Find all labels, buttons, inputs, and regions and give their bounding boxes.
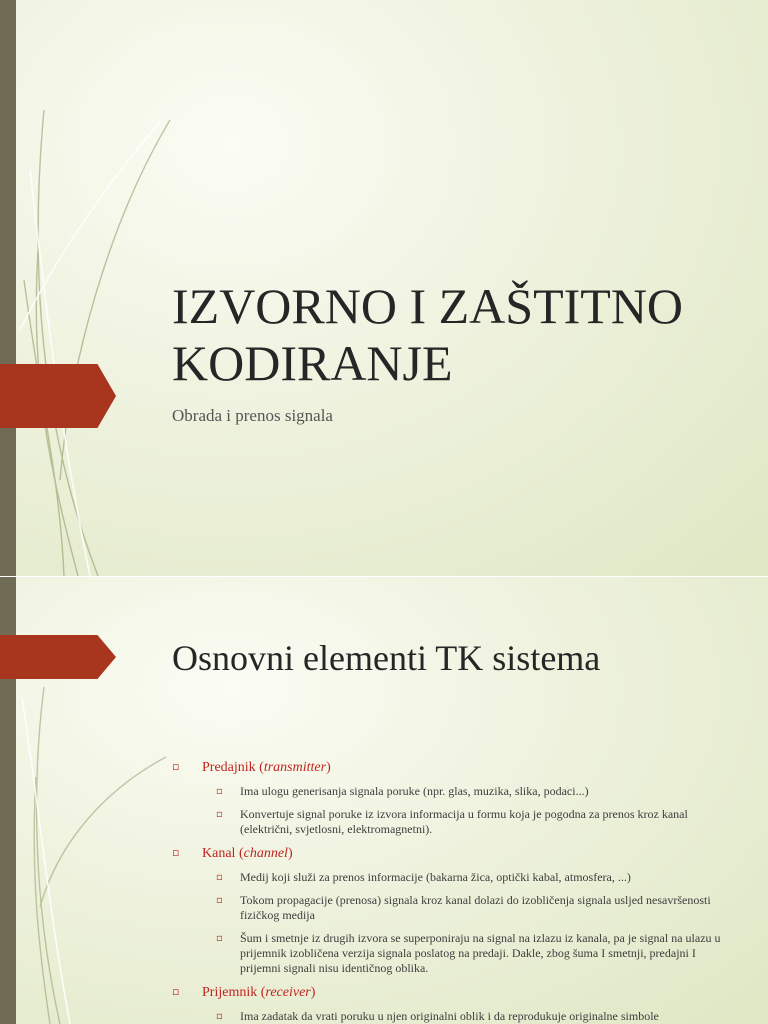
list-item	[172, 931, 732, 976]
square-bullet-icon: ▫	[216, 895, 223, 906]
arrow-tab-icon	[0, 364, 116, 428]
slide-subtitle: Obrada i prenos signala	[172, 406, 333, 425]
section-label: Kanal	[202, 846, 236, 861]
list-item-text: Konvertuje signal poruke iz izvora informacija u formu koja je pogodna za prenos kroz kanal (električni, svjetlosni, elektromagnetni).	[240, 807, 688, 836]
section-term: transmitter	[263, 760, 327, 775]
square-bullet-icon: ▫	[172, 985, 180, 998]
section-term: receiver	[265, 985, 311, 1000]
square-bullet-icon: ▫	[172, 846, 180, 859]
slide-title: Osnovni elementi TK sistema	[172, 638, 601, 678]
bullet-list	[172, 759, 732, 1024]
list-item	[172, 807, 732, 837]
content-slide	[0, 577, 768, 1024]
section-label: Predajnik	[202, 760, 256, 775]
slide-title: IZVORNO I ZAŠTITNO KODIRANJE	[172, 278, 684, 391]
list-item-text: Medij koji služi za prenos informacije (bakarna žica, optički kabal, atmosfera, ...)	[240, 870, 631, 884]
list-item	[172, 870, 732, 885]
list-item-text: Ima zadatak da vrati poruku u njen originalni oblik i da reprodukuje originalne simbole	[240, 1009, 659, 1023]
list-item	[172, 784, 732, 799]
list-item: ▫ Kanal (channel)	[172, 846, 293, 861]
list-item: ▫ Prijemnik (receiver)	[172, 985, 316, 1000]
list-item-text: Šum i smetnje iz drugih izvora se superponiraju na signal na izlazu iz kanala, pa je signal na ulazu u prijemnik izobličena verzija signala poslatog na predaji. Dakle, zbog šuma I smetnji, predajni I prijemni signali nisu identičnog oblika.	[240, 931, 721, 975]
square-bullet-icon: ▫	[172, 760, 180, 773]
square-bullet-icon: ▫	[216, 872, 223, 883]
square-bullet-icon: ▫	[216, 786, 223, 797]
list-item	[172, 893, 732, 923]
square-bullet-icon: ▫	[216, 933, 223, 944]
arrow-tab-icon	[0, 635, 116, 679]
section-label: Prijemnik	[202, 985, 258, 1000]
section-term: channel	[243, 846, 288, 861]
list-item: ▫ Predajnik (transmitter)	[172, 760, 331, 775]
list-item	[172, 1009, 732, 1024]
list-item-text: Tokom propagacije (prenosa) signala kroz kanal dolazi do izobličenja signala usljed nesavršenosti fizičkog medija	[240, 893, 711, 922]
list-item-text: Ima ulogu generisanja signala poruke (npr. glas, muzika, slika, podaci...)	[240, 784, 589, 798]
square-bullet-icon: ▫	[216, 809, 223, 820]
square-bullet-icon: ▫	[216, 1011, 223, 1022]
